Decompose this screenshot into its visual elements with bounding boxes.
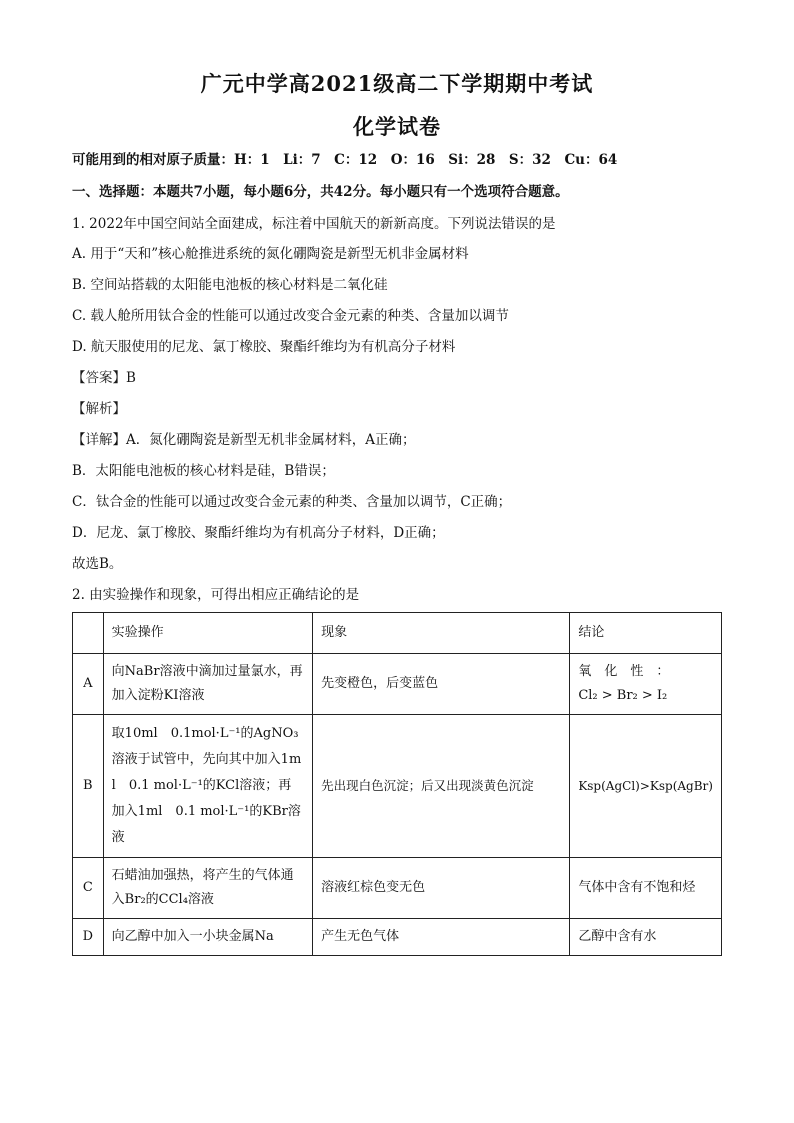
row-phenomenon: 溶液红棕色变无色 [313,858,570,919]
row-operation: 向乙醇中加入一小块金属Na [103,919,312,956]
row-id: B [73,715,104,858]
question-1-detail-d: D．尼龙、氯丁橡胶、聚酯纤维均为有机高分子材料，D正确； [72,525,445,541]
row-operation: 石蜡油加强热，将产生的气体通入Br₂的CCl₄溶液 [103,858,312,919]
question-1-option-d: D. 航天服使用的尼龙、氯丁橡胶、聚酯纤维均为有机高分子材料 [72,339,456,355]
row-operation: 取10ml 0.1mol·L⁻¹的AgNO₃溶液于试管中，先向其中加入1ml 0.1 mol·L⁻¹的KCl溶液；再加入1ml 0.1 mol·L⁻¹的KBr溶液 [103,715,312,858]
question-1-detail-b: B．太阳能电池板的核心材料是硅，B错误； [72,463,335,479]
row-conclusion: 乙醇中含有水 [570,919,722,956]
experiment-table [72,612,722,956]
row-id: D [73,919,104,956]
question-1-stem: 1. 2022年中国空间站全面建成，标注着中国航天的新新高度。下列说法错误的是 [72,216,556,232]
question-1-option-a: A. 用于“天和”核心舱推进系统的氮化硼陶瓷是新型无机非金属材料 [72,246,469,262]
row-operation: 向NaBr溶液中滴加过量氯水，再加入淀粉KI溶液 [103,654,312,715]
question-2-stem: 2. 由实验操作和现象，可得出相应正确结论的是 [72,587,360,603]
section-heading: 一、选择题：本题共7小题，每小题6分，共42分。每小题只有一个选项符合题意。 [72,184,569,200]
exam-subtitle: 化学试卷 [353,114,441,139]
conclusion-label: 氧 化 性 ： [578,664,670,679]
question-1-option-b: B. 空间站搭载的太阳能电池板的核心材料是二氧化硅 [72,277,388,293]
header-cell-operation: 实验操作 [103,613,312,654]
table-row [73,858,722,919]
conclusion-formula: Cl₂ > Br₂ > I₂ [578,688,668,703]
atomic-masses: 可能用到的相对原子质量：H：1 Li：7 C：12 O：16 Si：28 S：32 Cu：64 [72,152,618,168]
row-conclusion [570,654,722,715]
question-1-analysis-label: 【解析】 [72,401,126,417]
question-1-detail-c: C．钛合金的性能可以通过改变合金元素的种类、含量加以调节，C正确； [72,494,512,510]
table-row [73,654,722,715]
table-row [73,919,722,956]
exam-title: 广元中学高2021级高二下学期期中考试 [200,71,594,96]
row-id: C [73,858,104,919]
row-conclusion: Ksp(AgCl)>Ksp(AgBr) [570,715,722,858]
row-id: A [73,654,104,715]
question-1-detail-a: 【详解】A．氮化硼陶瓷是新型无机非金属材料，A正确； [72,432,416,448]
question-1-answer: 【答案】B [72,370,136,386]
header-cell-phenomenon: 现象 [313,613,570,654]
row-phenomenon: 先出现白色沉淀；后又出现淡黄色沉淀 [313,715,570,858]
header-cell-conclusion: 结论 [570,613,722,654]
table-header-row [73,613,722,654]
row-phenomenon: 先变橙色，后变蓝色 [313,654,570,715]
row-phenomenon: 产生无色气体 [313,919,570,956]
header-cell-blank [73,613,104,654]
table-row [73,715,722,858]
row-conclusion: 气体中含有不饱和烃 [570,858,722,919]
question-1-option-c: C. 载人舱所用钛合金的性能可以通过改变合金元素的种类、含量加以调节 [72,308,509,324]
question-1-conclusion: 故选B。 [72,556,123,572]
